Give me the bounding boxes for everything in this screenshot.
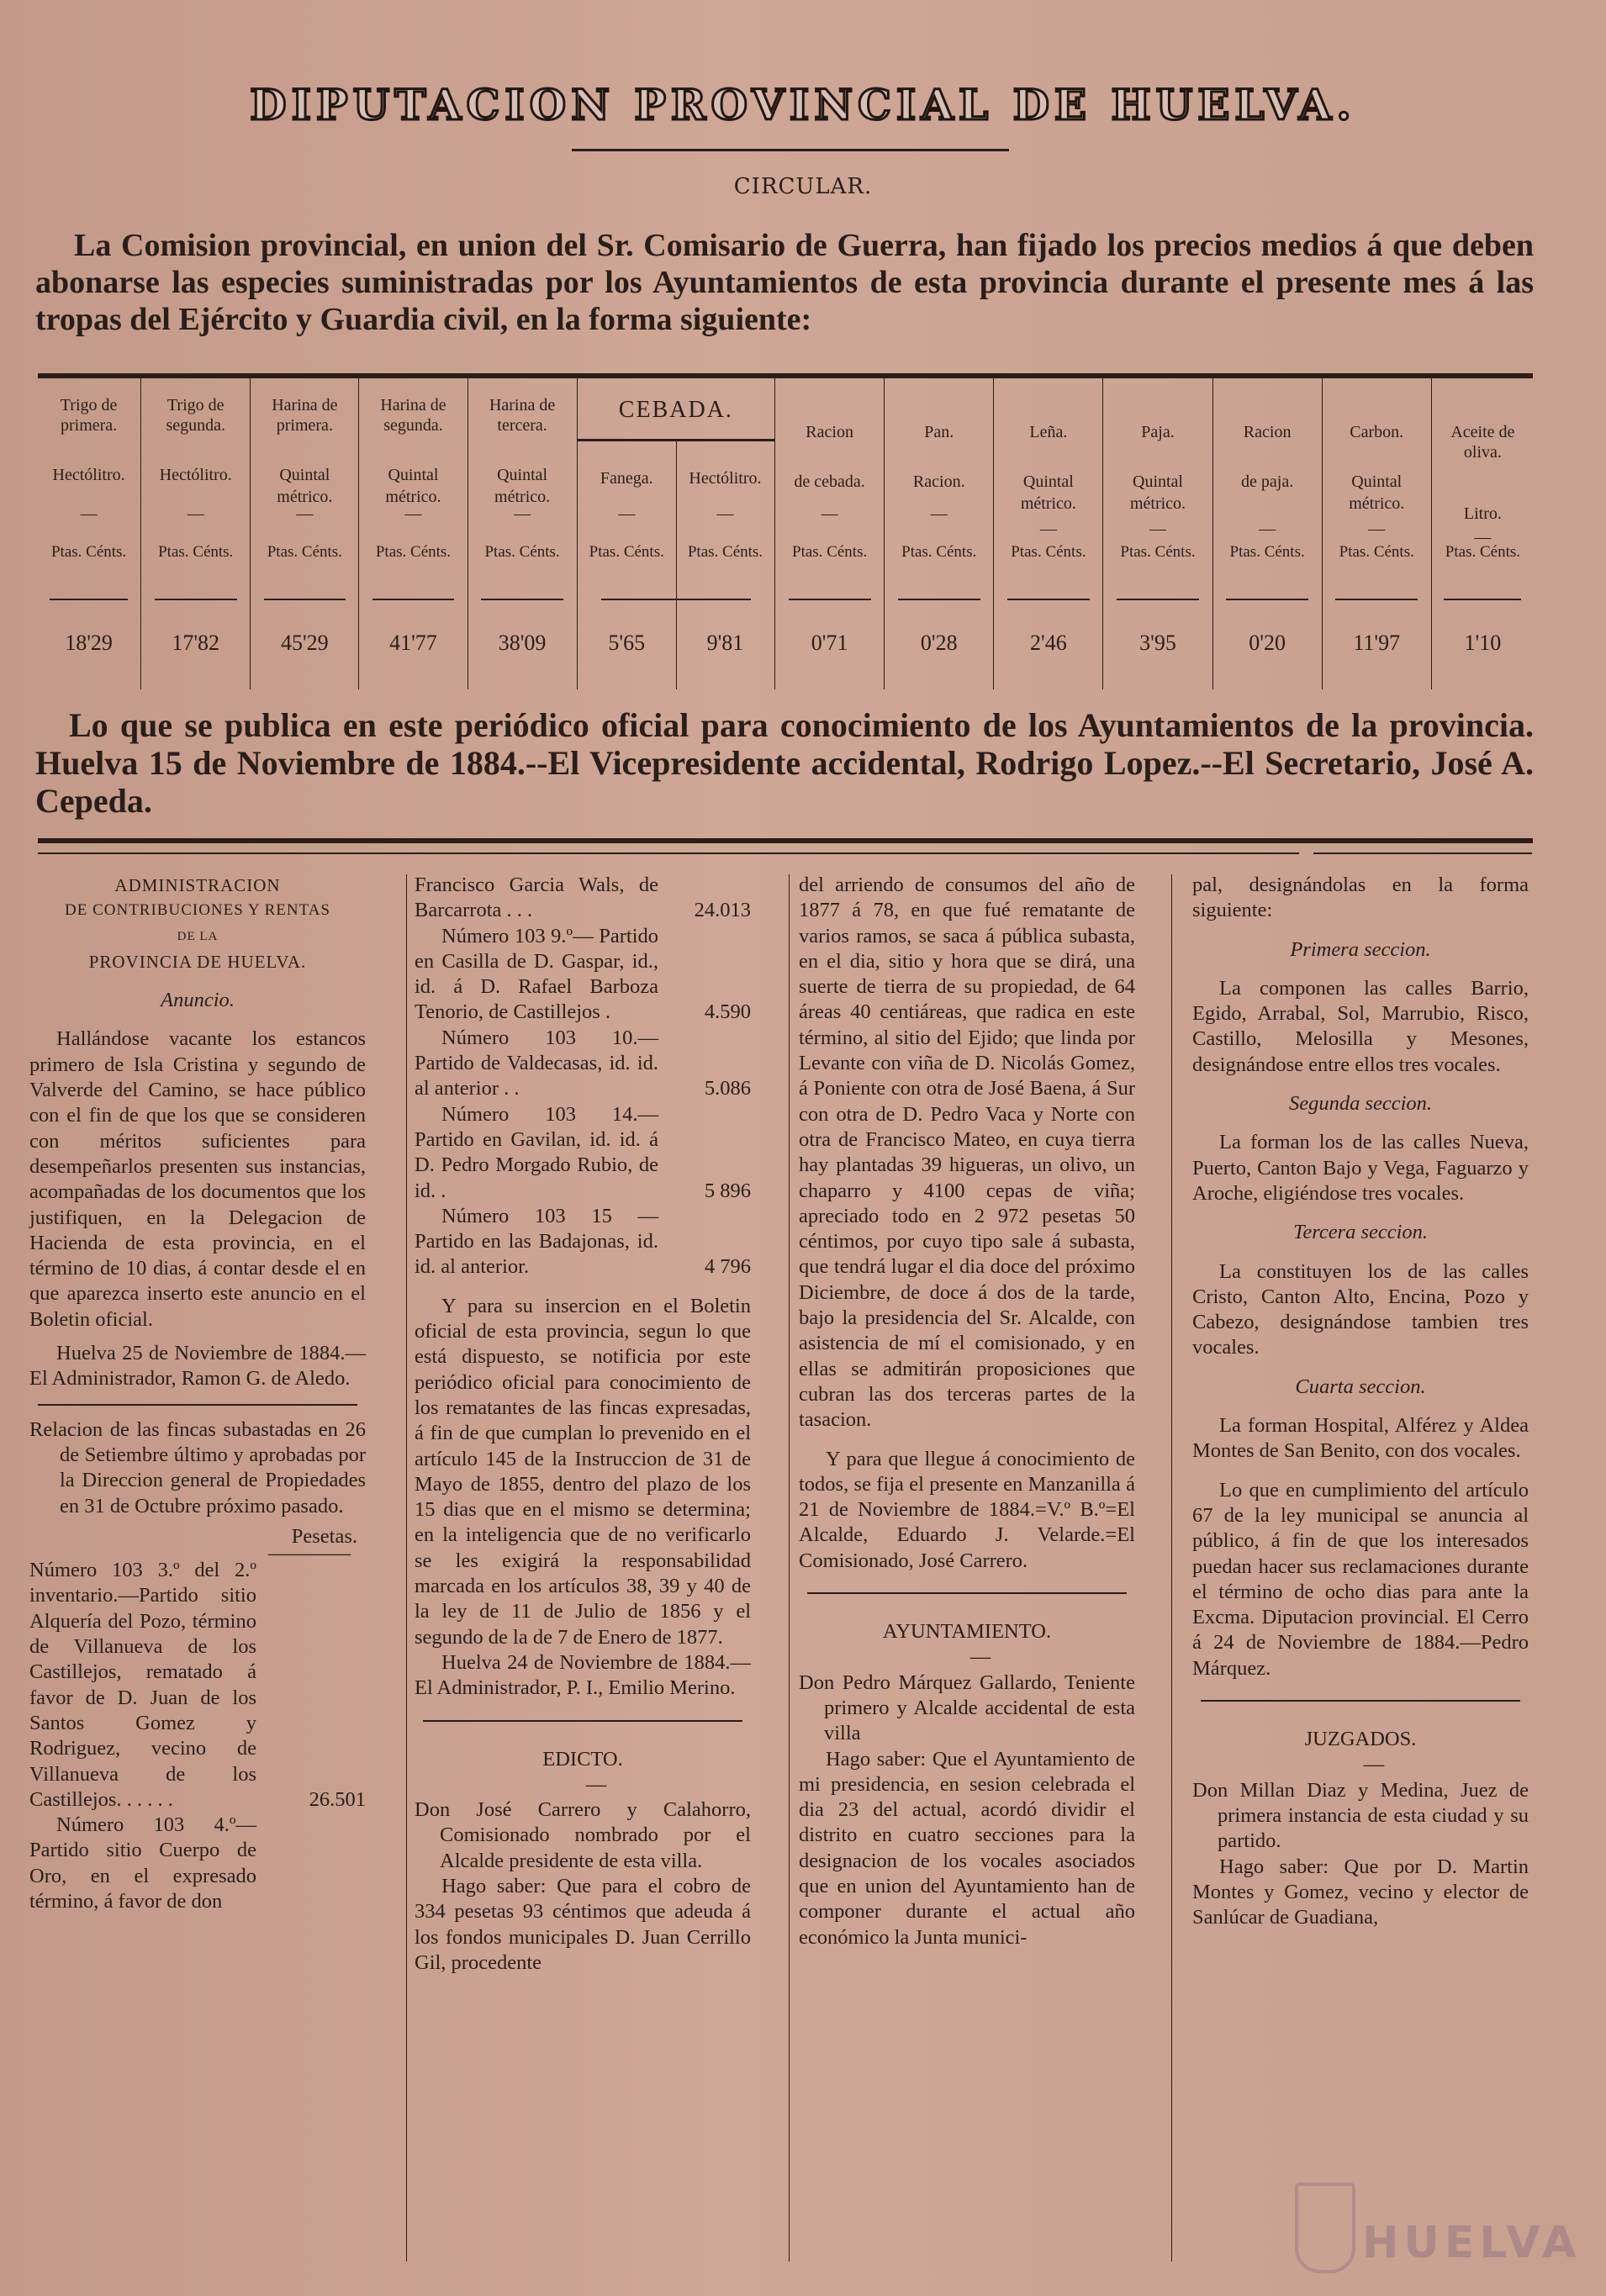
- column-divider: [789, 874, 790, 2262]
- finca-item: Número 103 10.— Partido de Valdecasas, id. id. al anterior . . 5.086: [415, 1026, 751, 1100]
- price-value: 1'10: [1464, 631, 1502, 655]
- juzgados-intro: Don Millan Diaz y Medina, Juez de primera instancia de esta ciudad y su partido.: [1192, 1778, 1529, 1853]
- anuncio-body: Hallándose vacante los estancos primero de Isla Cristina y segundo de Valverde del Camino, se hace público con el fin de que los que se consideren con méritos suficientes para desempeñarlos presenten sus instancias, acompañadas de los documentos que los justifiquen, en la Delegacion de Hacienda de esta provincia, en el término de 10 dias, á contar desde el en que aparezca inserto este anuncio en el Boletin oficial.: [29, 1027, 366, 1331]
- archive-watermark: HUELVA: [1295, 2177, 1547, 2278]
- finca-item: Número 103 4.º— Partido sitio Cuerpo de Oro, en el expresado término, á favor de don: [29, 1813, 256, 1913]
- ayuntamiento-intro: Don Pedro Márquez Gallardo, Teniente primero y Alcalde accidental de esta villa: [799, 1671, 1135, 1745]
- price-col-harina-segunda: Harina de segunda. Quintal métrico. — Ptas. Cénts. 41'77: [358, 378, 467, 689]
- column-4: pal, designándolas en la forma siguiente: Primera seccion. La componen las calles Barrio, Egido, Arrabal, Sol, Marrubio, Risco, Castillo, Melosilla y Mesones, designándose entre ellos tres vocales. Segunda seccion. La forman los de las calles Nueva, Puerto, Canton Bajo y Vega, Faguarzo y Aroche, eligiéndose tres vocales. Tercera seccion. La constituyen los de las calles Cristo, Canton Alto, Encina, Pozo y Cabezo, designándose tambien tres vocales. Cuarta seccion. La forman Hospital, Alférez y Aldea Montes de San Benito, con dos vocales. Lo que en cumplimiento del artículo 67 de la ley municipal se anuncia al público, á fin de que los interesados puedan hacer sus reclamaciones durante el término de ocho dias para ante la Excma. Diputacion provincial. El Cerro á 24 de Noviembre de 1884.—Pedro Márquez. JUZGADOS. — Don Millan Diaz y Medina, Juez de primera instancia de esta ciudad y su partido. Hago saber: Que por D. Martin Montes y Gomez, vecino y elector de Sanlúcar de Guadiana,: [1192, 873, 1529, 1930]
- seccion-text: La constituyen los de las calles Cristo, Canton Alto, Encina, Pozo y Cabezo, designándose tambien tres vocales.: [1192, 1259, 1529, 1359]
- price-col-trigo-segunda: Trigo de segunda. Hectólitro. — Ptas. Cénts. 17'82: [140, 378, 250, 689]
- price-col-racion-cebada: Racion de cebada. — Ptas. Cénts. 0'71: [774, 378, 884, 689]
- price-col-pan: Pan. Racion. — Ptas. Cénts. 0'28: [884, 378, 993, 689]
- insercion-sign: Huelva 24 de Noviembre de 1884.—El Administrador, P. I., Emilio Merino.: [415, 1650, 751, 1700]
- price-value: 0'20: [1249, 631, 1286, 655]
- column-3: del arriendo de consumos del año de 1877 á 78, en que fué rematante de varios ramos, se saca á pública subasta, en el dia, sitio y hora que se dirá, una suerte de tierra de su propiedad, de 64 áreas 40 centiáreas, que radica en este término, al sitio del Ejido; que linda por Levante con viña de D. Nicolás Gomez, á Poniente con otra de José Baena, á Sur con otra de D. Pedro Vaca y Norte con otra de Francisco Mateo, en cuya tierra hay plantadas 39 higueras, un olivo, un chaparro y 4100 cepas de viña; apreciado todo en 2 972 pesetas 50 céntimos, por cuyo tipo sale á subasta, que tendrá lugar el dia doce del próximo Diciembre, de doce á dos de la tarde, bajo la presidencia del Sr. Alcalde, con asistencia de mí el comisionado, y en ellas se admitirán proposiciones que cubran las dos terceras partes de la tasacion. Y para que llegue á conocimiento de todos, se fija el presente en Manzanilla á 21 de Noviembre de 1884.=V.º B.º=El Alcalde, Eduardo J. Velarde.=El Comisionado, José Carrero. AYUNTAMIENTO. — Don Pedro Márquez Gallardo, Teniente primero y Alcalde accidental de esta villa Hago saber: Que el Ayuntamiento de mi presidencia, en sesion celebrada el dia 23 del actual, acordó dividir el distrito en cuatro secciones para la designacion de los vocales asociados que en union del Ayuntamiento han de componer durante el actual año económico la Junta munici-: [799, 873, 1135, 1950]
- juzgados-body: Hago saber: Que por D. Martin Montes y Gomez, vecino y elector de Sanlúcar de Guadiana,: [1192, 1855, 1529, 1929]
- shield-icon: [1295, 2183, 1355, 2273]
- seccion-text: La componen las calles Barrio, Egido, Arrabal, Sol, Marrubio, Risco, Castillo, Melosilla y Mesones, designándose entre ellos tres vocales.: [1192, 976, 1529, 1076]
- column-divider: [1171, 874, 1172, 2262]
- price-col-aceite: Aceite de oliva. Litro. — Ptas. Cénts. 1'10: [1431, 378, 1534, 689]
- price-col-racion-paja: Racion de paja. — Ptas. Cénts. 0'20: [1212, 378, 1322, 689]
- price-value: 0'71: [811, 631, 848, 655]
- price-value: 45'29: [281, 631, 329, 655]
- edicto-title: EDICTO.: [542, 1747, 623, 1771]
- price-col-lena: Leña. Quintal métrico. — Ptas. Cénts. 2'46: [993, 378, 1102, 689]
- relacion-heading: Relacion de las fincas subastadas en 26 de Setiembre último y aprobadas por la Direccion general de Propiedades en 31 de Octubre próximo pasado.: [29, 1417, 366, 1517]
- circular-label: CIRCULAR.: [733, 174, 873, 199]
- seccion-title: Tercera seccion.: [1292, 1221, 1429, 1244]
- edicto-body: Hago saber: Que para el cobro de 334 pesetas 93 céntimos que adeuda á los fondos municipales D. Juan Cerrillo Gil, procedente: [415, 1874, 751, 1974]
- price-value: 9'81: [706, 631, 744, 655]
- finca-item: Número 103 9.º— Partido en Casilla de D. Gaspar, id., id. á D. Rafael Barboza Tenorio, de Castillejos . 4.590: [415, 924, 751, 1024]
- price-value: 18'29: [65, 631, 113, 655]
- ayuntamiento-body: Hago saber: Que el Ayuntamiento de mi presidencia, en sesion celebrada el dia 23 del actual, acordó dividir el distrito en cuatro secciones para la designacion de los vocales asociados que en union del Ayuntamiento han de componer durante el actual año económico la Junta munici-: [799, 1747, 1135, 1949]
- column-divider: [406, 874, 407, 2262]
- circular-intro: La Comision provincial, en union del Sr. Comisario de Guerra, han fijado los precios medios á que deben abonarse las especies suministradas por los Ayuntamientos de esta provincia durante el presente mes á las tropas del Ejército y Guardia civil, en la forma siguiente:: [35, 228, 1534, 337]
- price-col-harina-primera: Harina de primera. Quintal métrico. — Ptas. Cénts. 45'29: [250, 378, 358, 689]
- finca-item: Número 103 14.— Partido en Gavilan, id. id. á D. Pedro Morgado Rubio, de id. . 5 896: [415, 1102, 751, 1202]
- price-col-cebada: CEBADA. Fanega. Hectólitro. — — Ptas. Cénts. Ptas. Cénts. 5'65 9'81: [577, 378, 774, 689]
- price-value: 41'77: [389, 631, 437, 655]
- seccion-title: Cuarta seccion.: [1295, 1375, 1426, 1398]
- insercion-text: Y para su insercion en el Boletin oficial de esta provincia, segun lo que está dispuesto, se notificia por este periódico oficial para conocimiento de los rematantes de las fincas expresadas, á fin de que cumplan lo prevenido en el artículo 145 de la Instruccion de 31 de Mayo de 1855, dentro del plazo de los 15 dias que en el mismo se determina; en la inteligencia que de no verificarlo se les exigirá la responsabilidad marcada en los artículos 38, 39 y 40 de la ley de 11 de Julio de 1856 y el segundo de la de 7 de Enero de 1877.: [415, 1294, 751, 1649]
- edicto-continued: del arriendo de consumos del año de 1877 á 78, en que fué rematante de varios ramos, se saca á pública subasta, en el dia, sitio y hora que se dirá, una suerte de tierra de su propiedad, de 64 áreas 40 centiáreas, que radica en este término, al sitio del Ejido; que linda por Levante con viña de D. Nicolás Gomez, á Poniente con otra de José Baena, á Sur con otra de D. Pedro Vaca y Norte con otra de Francisco Mateo, en cuya tierra hay plantadas 39 higueras, un olivo, un chaparro y 4100 cepas de viña; apreciado todo en 2 972 pesetas 50 céntimos, por cuyo tipo sale á subasta, que tendrá lugar el dia doce del próximo Diciembre, de doce á dos de la tarde, bajo la presidencia del Sr. Alcalde, con asistencia de mí el comisionado, y en ellas se admitirán proposiciones que cubran las dos terceras partes de la tasacion.: [799, 874, 1135, 1432]
- masthead-title: DIPUTACION PROVINCIAL DE HUELVA.: [250, 80, 1356, 129]
- price-col-harina-tercera: Harina de tercera. Quintal métrico. — Ptas. Cénts. 38'09: [468, 378, 577, 689]
- price-table: [37, 378, 1534, 689]
- price-value: 17'82: [172, 631, 220, 655]
- column-2: Francisco Garcia Wals, de Barcarrota . . . 24.013 Número 103 9.º— Partido en Casilla de D. Gaspar, id., id. á D. Rafael Barboza Tenorio, de Castillejos . 4.590 Número 103 10.— Partido de Valdecasas, id. id. al anterior . . 5.086 Número 103 14.— Partido en Gavilan, id. id. á D. Pedro Morgado Rubio, de id. . 5 896 Número 103 15 — Partido en las Badajonas, id. id. al anterior. 4 796 Y para su insercion en el Boletin oficial de esta provincia, segun lo que está dispuesto, se notificia por este periódico oficial para conocimiento de los rematantes de las fincas expresadas, á fin de que cumplan lo prevenido en el artículo 145 de la Instruccion de 31 de Mayo de 1855, dentro del plazo de los 15 dias que en el mismo se determina; en la inteligencia que de no verificarlo se les exigirá la responsabilidad marcada en los artículos 38, 39 y 40 de la ley de 11 de Julio de 1856 y el segundo de la de 7 de Enero de 1877. Huelva 24 de Noviembre de 1884.—El Administrador, P. I., Emilio Merino. EDICTO. — Don José Carrero y Calahorro, Comisionado nombrado por el Alcalde presidente de esta villa. Hago saber: Que para el cobro de 334 pesetas 93 céntimos que adeuda á los fondos municipales D. Juan Cerrillo Gil, procedente: [415, 873, 751, 1976]
- seccion-text: La forman Hospital, Alférez y Aldea Montes de San Benito, con dos vocales.: [1192, 1414, 1529, 1463]
- column-1: ADMINISTRACION DE CONTRIBUCIONES Y RENTAS DE LA PROVINCIA DE HUELVA. Anuncio. Hallándose vacante los estancos primero de Isla Cristina y segundo de Valverde del Camino, se hace público con el fin de que los que se consideren con méritos suficientes para desempeñarlos presenten sus instancias, acompañadas de los documentos que los justifiquen, en la Delegacion de Hacienda de esta provincia, en el término de 10 dias, á contar desde el en que aparezca inserto este anuncio en el Boletin oficial. Huelva 25 de Noviembre de 1884.—El Administrador, Ramon G. de Aledo. Relacion de las fincas subastadas en 26 de Setiembre último y aprobadas por la Direccion general de Propiedades en 31 de Octubre próximo pasado. Pesetas. ———— Número 103 3.º del 2.º inventario.—Partido sitio Alquería del Pozo, término de Villanueva de los Castillejos, rematado á favor de D. Juan de los Santos Gomez y Rodriguez, vecino de Villanueva de los Castillejos. . . . . . 26.501 Número 103 4.º— Partido sitio Cuerpo de Oro, en el expresado término, á favor de don: [29, 873, 366, 1914]
- price-value: 38'09: [498, 631, 547, 655]
- finca-item: Número 103 3.º del 2.º inventario.—Partido sitio Alquería del Pozo, término de Villanueva de los Castillejos, rematado á favor de D. Juan de los Santos Gomez y Rodriguez, vecino de Villanueva de los Castillejos. . . . . . 26.501: [29, 1559, 366, 1811]
- price-col-carbon: Carbon. Quintal métrico. — Ptas. Cénts. 11'97: [1322, 378, 1431, 689]
- seccion-title: Primera seccion.: [1290, 937, 1431, 961]
- price-value: 11'97: [1353, 631, 1401, 655]
- seccion-text: La forman los de las calles Nueva, Puerto, Canton Bajo y Vega, Faguarzo y Aroche, eligiéndose tres vocales.: [1192, 1131, 1529, 1205]
- price-value: 2'46: [1030, 631, 1067, 655]
- price-col-paja: Paja. Quintal métrico. — Ptas. Cénts. 3'95: [1102, 378, 1212, 689]
- masthead-rule: [572, 149, 1009, 151]
- price-value: 0'28: [920, 631, 958, 655]
- price-col-trigo-primera: Trigo de primera. Hectólitro. — Ptas. Cénts. 18'29: [37, 378, 140, 689]
- price-value: 5'65: [608, 631, 646, 655]
- publication-notice: Lo que se publica en este periódico oficial para conocimiento de los Ayuntamientos de la provincia. Huelva 15 de Noviembre de 1884.--El Vicepresidente accidental, Rodrigo Lopez.--El Secretario, José A. Cepeda.: [35, 706, 1534, 820]
- edicto-close: Y para que llegue á conocimiento de todos, se fija el presente en Manzanilla á 21 de Noviembre de 1884.=V.º B.º=El Alcalde, Eduardo J. Velarde.=El Comisionado, José Carrero.: [799, 1447, 1135, 1572]
- juzgados-title: JUZGADOS.: [1304, 1728, 1417, 1751]
- section-rule: [38, 838, 1533, 843]
- price-value: 3'95: [1139, 631, 1176, 655]
- seccion-title: Segunda seccion.: [1288, 1092, 1433, 1116]
- anuncio-sign: Huelva 25 de Noviembre de 1884.—El Administrador, Ramon G. de Aledo.: [29, 1342, 366, 1391]
- edicto-intro: Don José Carrero y Calahorro, Comisionado nombrado por el Alcalde presidente de esta villa.: [415, 1798, 751, 1872]
- ayuntamiento-close: Lo que en cumplimiento del artículo 67 de la ley municipal se anuncia al público, á fin de que los interesados puedan hacer sus reclamaciones durante el término de ocho dias para ante la Excma. Diputacion provincial. El Cerro á 24 de Noviembre de 1884.—Pedro Márquez.: [1192, 1478, 1529, 1680]
- finca-item: Francisco Garcia Wals, de Barcarrota . . . 24.013: [415, 874, 751, 922]
- anuncio-title: Anuncio.: [161, 989, 235, 1012]
- ayuntamiento-title: AYUNTAMIENTO.: [882, 1620, 1052, 1644]
- finca-item: Número 103 15 — Partido en las Badajonas, id. id. al anterior. 4 796: [415, 1204, 751, 1279]
